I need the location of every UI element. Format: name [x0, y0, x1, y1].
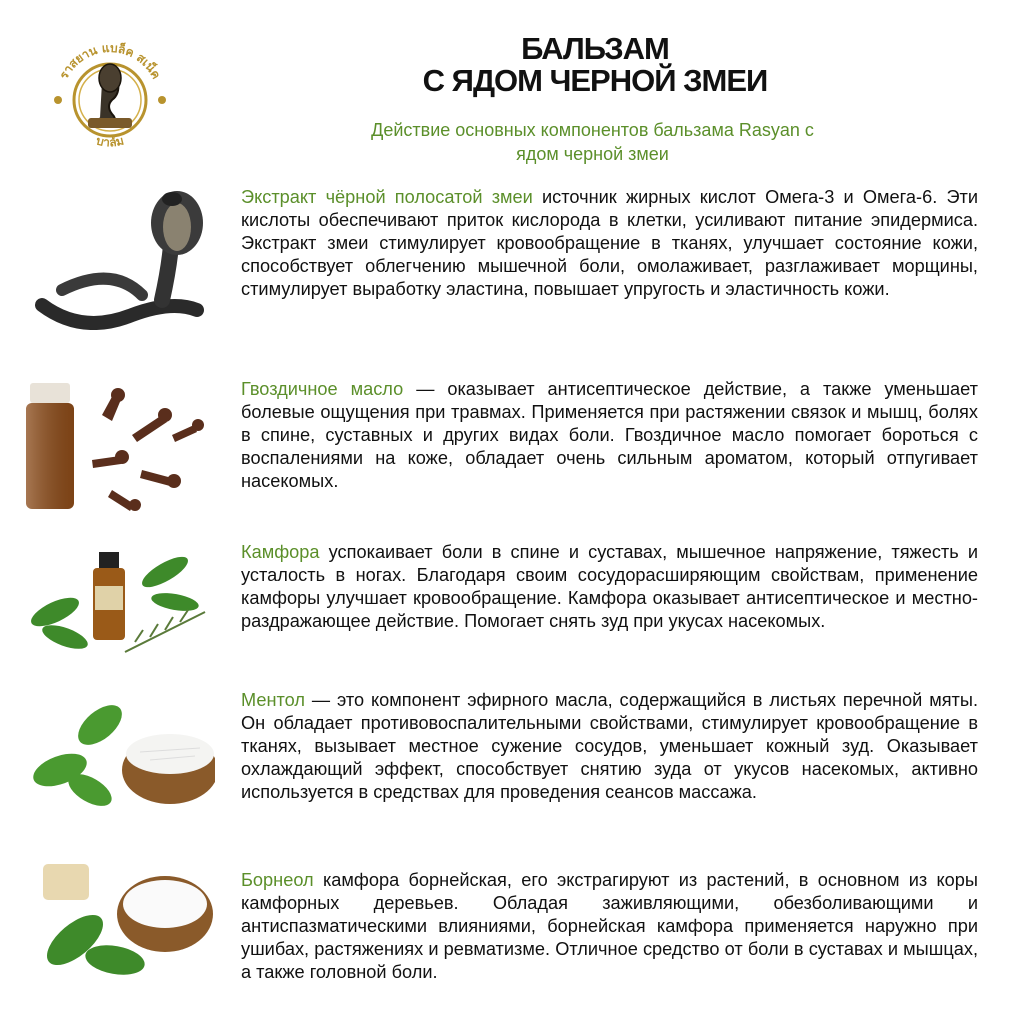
- brand-logo: [40, 22, 180, 162]
- section-borneol: [241, 869, 978, 984]
- term-camphor: Камфора: [241, 542, 320, 562]
- section-text: камфора борнейская, его экстрагируют из растений, в основном из коры камфорных деревьев. Обладая заживляющими, обезболивающими и антиспазматическими влияниями, борнейская камфора применяется наружно при ушибах, растяжениях и ревматизме. Отличное средство от боли в суставах и мышцах, а также головной боли.: [241, 870, 978, 982]
- title-line-1: БАЛЬЗАМ: [521, 31, 669, 66]
- subtitle-line-1: Действие основных компонентов бальзама Rasyan с: [371, 120, 814, 140]
- camphor-image: [25, 542, 210, 662]
- section-text: — это компонент эфирного масла, содержащийся в листьях перечной мяты. Он обладает противовоспалительными свойствами, стимулирует кровообращение в тканях, вызывает местное сужение сосудов, уменьшает кожный зуд. Оказывает охлаждающий эффект, способствует снятию зуда от укусов насекомых, активно используется в средствах для проведения сеансов массажа.: [241, 690, 978, 802]
- subtitle-line-2: ядом черной змеи: [516, 144, 669, 164]
- section-camphor: [241, 541, 978, 633]
- term-clove-oil: Гвоздичное масло: [241, 379, 404, 399]
- term-menthol: Ментол: [241, 690, 305, 710]
- section-menthol: [241, 689, 978, 804]
- logo-top-text: ราสยาน แบล็ค สเน็ค: [56, 40, 164, 82]
- section-snake-extract: [241, 186, 978, 301]
- page-title: [380, 33, 810, 97]
- section-text: источник жирных кислот Омега-3 и Омега-6. Эти кислоты обеспечивают приток кислорода в клетки, усиливают питание эпидермиса. Экстракт змеи стимулирует кровообращение в тканях, улучшает состояние кожи, способствует облегчению мышечной боли, омолаживает, разглаживает морщины, стимулирует выработку эластина, повышает упругость и эластичность кожи.: [241, 187, 979, 299]
- svg-text:บาล์ม: [95, 133, 126, 149]
- section-text: успокаивает боли в спине и суставах, мышечное напряжение, тяжесть и усталость в ногах. Благодаря своим сосудорасширяющим свойствам, применение камфоры улучшает кровообращение. Камфора оказывает антисептическое и местно-раздражающее действие. Помогает снять зуд при укусах насекомых.: [241, 542, 978, 631]
- section-clove-oil: [241, 378, 978, 493]
- clove-oil-image: [22, 375, 212, 515]
- menthol-image: [30, 690, 215, 815]
- snake-image: [22, 185, 212, 330]
- page-subtitle: [330, 118, 855, 166]
- term-borneol: Борнеол: [241, 870, 314, 890]
- borneol-image: [35, 850, 215, 980]
- title-line-2: С ЯДОМ ЧЕРНОЙ ЗМЕИ: [422, 63, 768, 98]
- logo-bottom-text: บาล์ม: [94, 133, 126, 150]
- term-snake-extract: Экстракт чёрной полосатой змеи: [241, 187, 533, 207]
- section-text: — оказывает антисептическое действие, а также уменьшает болевые ощущения при травмах. Применяется при растяжении связок и мышц, болях в спине, суставных и других видах боли. Гвоздичное масло помогает бороться с воспалениями на коже, обладает очень сильным ароматом, который отпугивает насекомых.: [241, 379, 978, 491]
